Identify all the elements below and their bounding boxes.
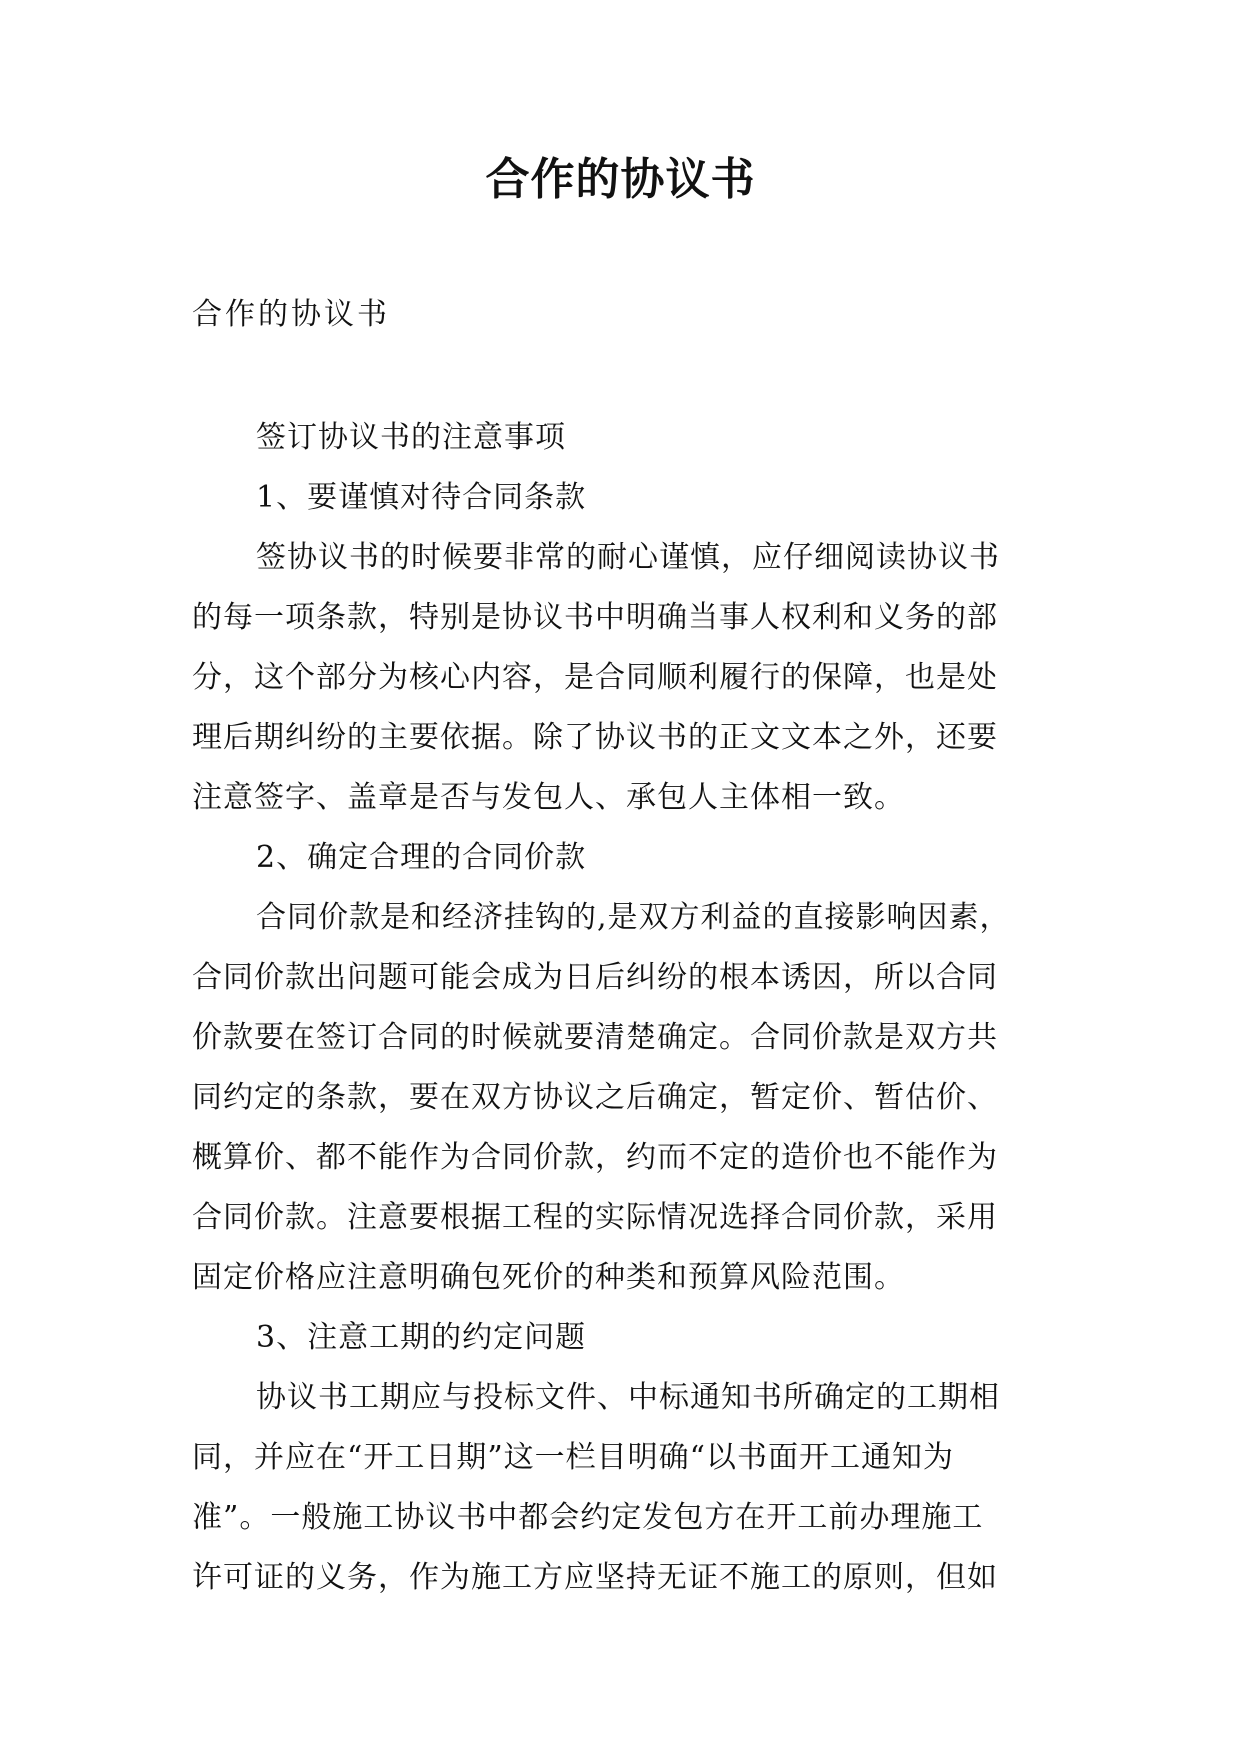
text-line: 协议书工期应与投标文件、中标通知书所确定的工期相 bbox=[256, 1380, 1000, 1415]
text-line: 3、注意工期的约定问题 bbox=[256, 1320, 587, 1355]
text-line: 价款要在签订合同的时候就要清楚确定。合同价款是双方共 bbox=[192, 1020, 998, 1055]
text-line: 签订协议书的注意事项 bbox=[256, 420, 566, 455]
text-line: 2、确定合理的合同价款 bbox=[256, 840, 587, 875]
text-line: 的每一项条款，特别是协议书中明确当事人权利和义务的部 bbox=[192, 600, 998, 635]
document-subtitle: 合作的协议书 bbox=[192, 297, 390, 332]
text-line: 同约定的条款，要在双方协议之后确定，暂定价、暂估价、 bbox=[192, 1080, 998, 1115]
text-line: 签协议书的时候要非常的耐心谨慎，应仔细阅读协议书 bbox=[256, 540, 1000, 575]
text-line: 注意签字、盖章是否与发包人、承包人主体相一致。 bbox=[192, 780, 905, 815]
text-line: 合同价款。注意要根据工程的实际情况选择合同价款，采用 bbox=[192, 1200, 998, 1235]
document-body bbox=[192, 408, 1072, 1608]
text-line: 1、要谨慎对待合同条款 bbox=[256, 480, 587, 515]
text-line: 分，这个部分为核心内容，是合同顺利履行的保障，也是处 bbox=[192, 660, 998, 695]
document-title: 合作的协议书 bbox=[485, 154, 756, 205]
text-line: 概算价、都不能作为合同价款，约而不定的造价也不能作为 bbox=[192, 1140, 998, 1175]
text-line: 合同价款是和经济挂钩的,是双方利益的直接影响因素， bbox=[256, 900, 1011, 935]
text-line: 同，并应在“开工日期”这一栏目明确“以书面开工通知为 bbox=[192, 1440, 955, 1475]
text-line: 合同价款出问题可能会成为日后纠纷的根本诱因，所以合同 bbox=[192, 960, 998, 995]
text-line: 许可证的义务，作为施工方应坚持无证不施工的原则，但如 bbox=[192, 1560, 998, 1595]
text-line: 理后期纠纷的主要依据。除了协议书的正文文本之外，还要 bbox=[192, 720, 998, 755]
text-line: 固定价格应注意明确包死价的种类和预算风险范围。 bbox=[192, 1260, 905, 1295]
text-line: 准”。一般施工协议书中都会约定发包方在开工前办理施工 bbox=[192, 1500, 984, 1535]
